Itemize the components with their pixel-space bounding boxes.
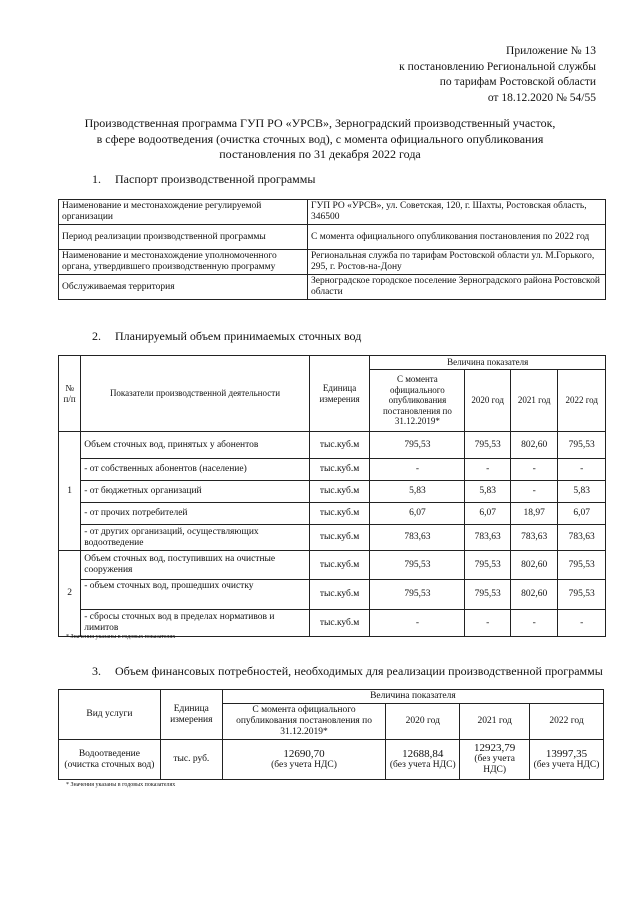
section-number: 1.: [92, 172, 101, 186]
header-indicator: Показатели производственной деятельности: [81, 356, 310, 432]
title-line: Производственная программа ГУП РО «УРСВ», Зерноградский производственный участок,: [84, 116, 556, 130]
row-value: 795,53: [558, 432, 606, 459]
section-number: 2.: [92, 329, 101, 343]
row-value: 6,07: [370, 503, 465, 525]
passport-value: Зерноградское городское поселение Зерноградского района Ростовской области: [308, 275, 606, 300]
row-label: - от других организаций, осуществляющих водоотведение: [81, 525, 310, 551]
table-row: [59, 580, 606, 610]
value-note: (без учета НДС): [533, 759, 600, 770]
row-label: - объем сточных вод, прошедших очистку: [81, 580, 310, 610]
table-row: [59, 610, 606, 637]
row-unit: тыс.куб.м: [309, 580, 370, 610]
table-header-row: [59, 356, 606, 370]
appendix-line: Приложение № 13: [506, 45, 596, 57]
table-row: [59, 525, 606, 551]
header-2021: 2021 год: [460, 704, 530, 740]
table-row: [59, 740, 604, 780]
row-value: 5,83: [558, 481, 606, 503]
table-row: [59, 503, 606, 525]
section-2-heading: [92, 329, 361, 344]
row-value: 795,53: [370, 551, 465, 580]
section-title: Объем финансовых потребностей, необходимых для реализации производственной программы: [115, 664, 603, 678]
row-value: -: [510, 459, 558, 481]
value-2021: [460, 740, 530, 780]
row-label: - от прочих потребителей: [81, 503, 310, 525]
row-value: 795,53: [465, 432, 510, 459]
header-from: С момента официального опубликования постановления по 31.12.2019*: [370, 370, 465, 432]
row-value: 795,53: [370, 580, 465, 610]
row-value: 795,53: [558, 580, 606, 610]
value-note: (без учета НДС): [389, 759, 456, 770]
passport-key: Обслуживаемая территория: [59, 275, 308, 300]
header-service: Вид услуги: [59, 690, 161, 740]
row-value: -: [465, 610, 510, 637]
value-note: (без учета НДС): [271, 759, 337, 770]
title-line: в сфере водоотведения (очистка сточных вод), с момента официального опубликования: [96, 131, 544, 146]
row-label: - от собственных абонентов (население): [81, 459, 310, 481]
row-value: -: [370, 459, 465, 481]
section-1-heading: [92, 172, 315, 187]
section-number: 3.: [92, 664, 101, 678]
row-label: - сбросы сточных вод в пределах нормативов и лимитов: [81, 610, 310, 637]
header-value-group: Величина показателя: [222, 690, 603, 704]
passport-value: Региональная служба по тарифам Ростовской области ул. М.Горького, 295, г. Ростов-на-Дону: [308, 250, 606, 275]
table-row: [59, 275, 606, 300]
row-unit: тыс.куб.м: [309, 551, 370, 580]
row-unit: тыс.куб.м: [309, 610, 370, 637]
financial-needs-table: [58, 689, 604, 780]
header-2020: 2020 год: [465, 370, 510, 432]
table-row: [59, 200, 606, 225]
title-line: постановления по 31 декабря 2022 года: [219, 147, 421, 161]
sewage-volume-table: [58, 355, 606, 637]
header-2022: 2022 год: [530, 704, 604, 740]
value-note: (без учета НДС): [474, 754, 515, 775]
passport-table: [58, 199, 606, 300]
row-value: 802,60: [510, 551, 558, 580]
row-value: 5,83: [370, 481, 465, 503]
row-value: -: [558, 610, 606, 637]
section-title: Паспорт производственной программы: [115, 172, 316, 186]
footnote: * Значения указаны в годовых показателях: [66, 782, 176, 788]
row-label: Объем сточных вод, принятых у абонентов: [81, 432, 310, 459]
header-2020: 2020 год: [386, 704, 460, 740]
header-2022: 2022 год: [558, 370, 606, 432]
appendix-line: по тарифам Ростовской области: [439, 76, 596, 88]
passport-value: С момента официального опубликования постановления по 2022 год: [308, 225, 606, 250]
appendix-header: [399, 44, 596, 106]
row-num: 2: [59, 551, 81, 637]
table-row: [59, 225, 606, 250]
appendix-line: от 18.12.2020 № 54/55: [487, 91, 596, 104]
row-value: 795,53: [465, 551, 510, 580]
row-value: 795,53: [370, 432, 465, 459]
row-unit: тыс.куб.м: [309, 432, 370, 459]
table-row: [59, 459, 606, 481]
row-unit: тыс.куб.м: [309, 459, 370, 481]
row-value: 802,60: [510, 432, 558, 459]
row-label: - от бюджетных организаций: [81, 481, 310, 503]
row-value: 6,07: [465, 503, 510, 525]
value-number: 13997,35: [545, 747, 588, 760]
service-name: Водоотведение (очистка сточных вод): [59, 740, 161, 780]
row-value: 795,53: [465, 580, 510, 610]
table-row: [59, 432, 606, 459]
row-value: 783,63: [558, 525, 606, 551]
row-unit: тыс.куб.м: [309, 525, 370, 551]
table-row: [59, 551, 606, 580]
header-num: № п/п: [59, 356, 81, 432]
value-number: 12688,84: [402, 747, 444, 760]
passport-value: ГУП РО «УРСВ», ул. Советская, 120, г. Шахты, Ростовская область, 346500: [308, 200, 606, 225]
value-2022: [530, 740, 604, 780]
row-value: -: [370, 610, 465, 637]
table-header-row: [59, 690, 604, 704]
service-unit: тыс. руб.: [160, 740, 222, 780]
row-value: -: [465, 459, 510, 481]
row-value: -: [510, 610, 558, 637]
row-unit: тыс.куб.м: [309, 503, 370, 525]
row-value: 783,63: [370, 525, 465, 551]
value-number: 12923,79: [474, 742, 516, 754]
document-title: [60, 116, 580, 163]
header-from: С момента официального опубликования постановления по 31.12.2019*: [222, 704, 386, 740]
row-value: 802,60: [510, 580, 558, 610]
value-number: 12690,70: [283, 747, 325, 760]
header-unit: Единица измерения: [309, 356, 370, 432]
row-value: -: [510, 481, 558, 503]
table-row: [59, 250, 606, 275]
row-value: 795,53: [558, 551, 606, 580]
passport-key: Наименование и местонахождение регулируемой организации: [59, 200, 308, 225]
row-value: -: [558, 459, 606, 481]
section-3-heading: [92, 664, 603, 679]
row-value: 783,63: [465, 525, 510, 551]
row-num: 1: [59, 432, 81, 551]
appendix-line: к постановлению Региональной службы: [399, 60, 596, 73]
row-value: 6,07: [558, 503, 606, 525]
header-value-group: Величина показателя: [370, 356, 606, 370]
row-value: 5,83: [465, 481, 510, 503]
row-unit: тыс.куб.м: [309, 481, 370, 503]
value-2020: [386, 740, 460, 780]
header-2021: 2021 год: [510, 370, 558, 432]
passport-key: Период реализации производственной программы: [59, 225, 308, 250]
passport-key: Наименование и местонахождение уполномоченного органа, утвердившего производственную программу: [59, 250, 308, 275]
table-row: [59, 481, 606, 503]
section-title: Планируемый объем принимаемых сточных вод: [115, 329, 362, 343]
value-from: [222, 740, 386, 780]
header-unit: Единица измерения: [160, 690, 222, 740]
footnote: * Значения указаны в годовых показателях: [66, 634, 176, 640]
row-value: 18,97: [510, 503, 558, 525]
row-value: 783,63: [510, 525, 558, 551]
row-label: Объем сточных вод, поступивших на очистные сооружения: [81, 551, 310, 580]
